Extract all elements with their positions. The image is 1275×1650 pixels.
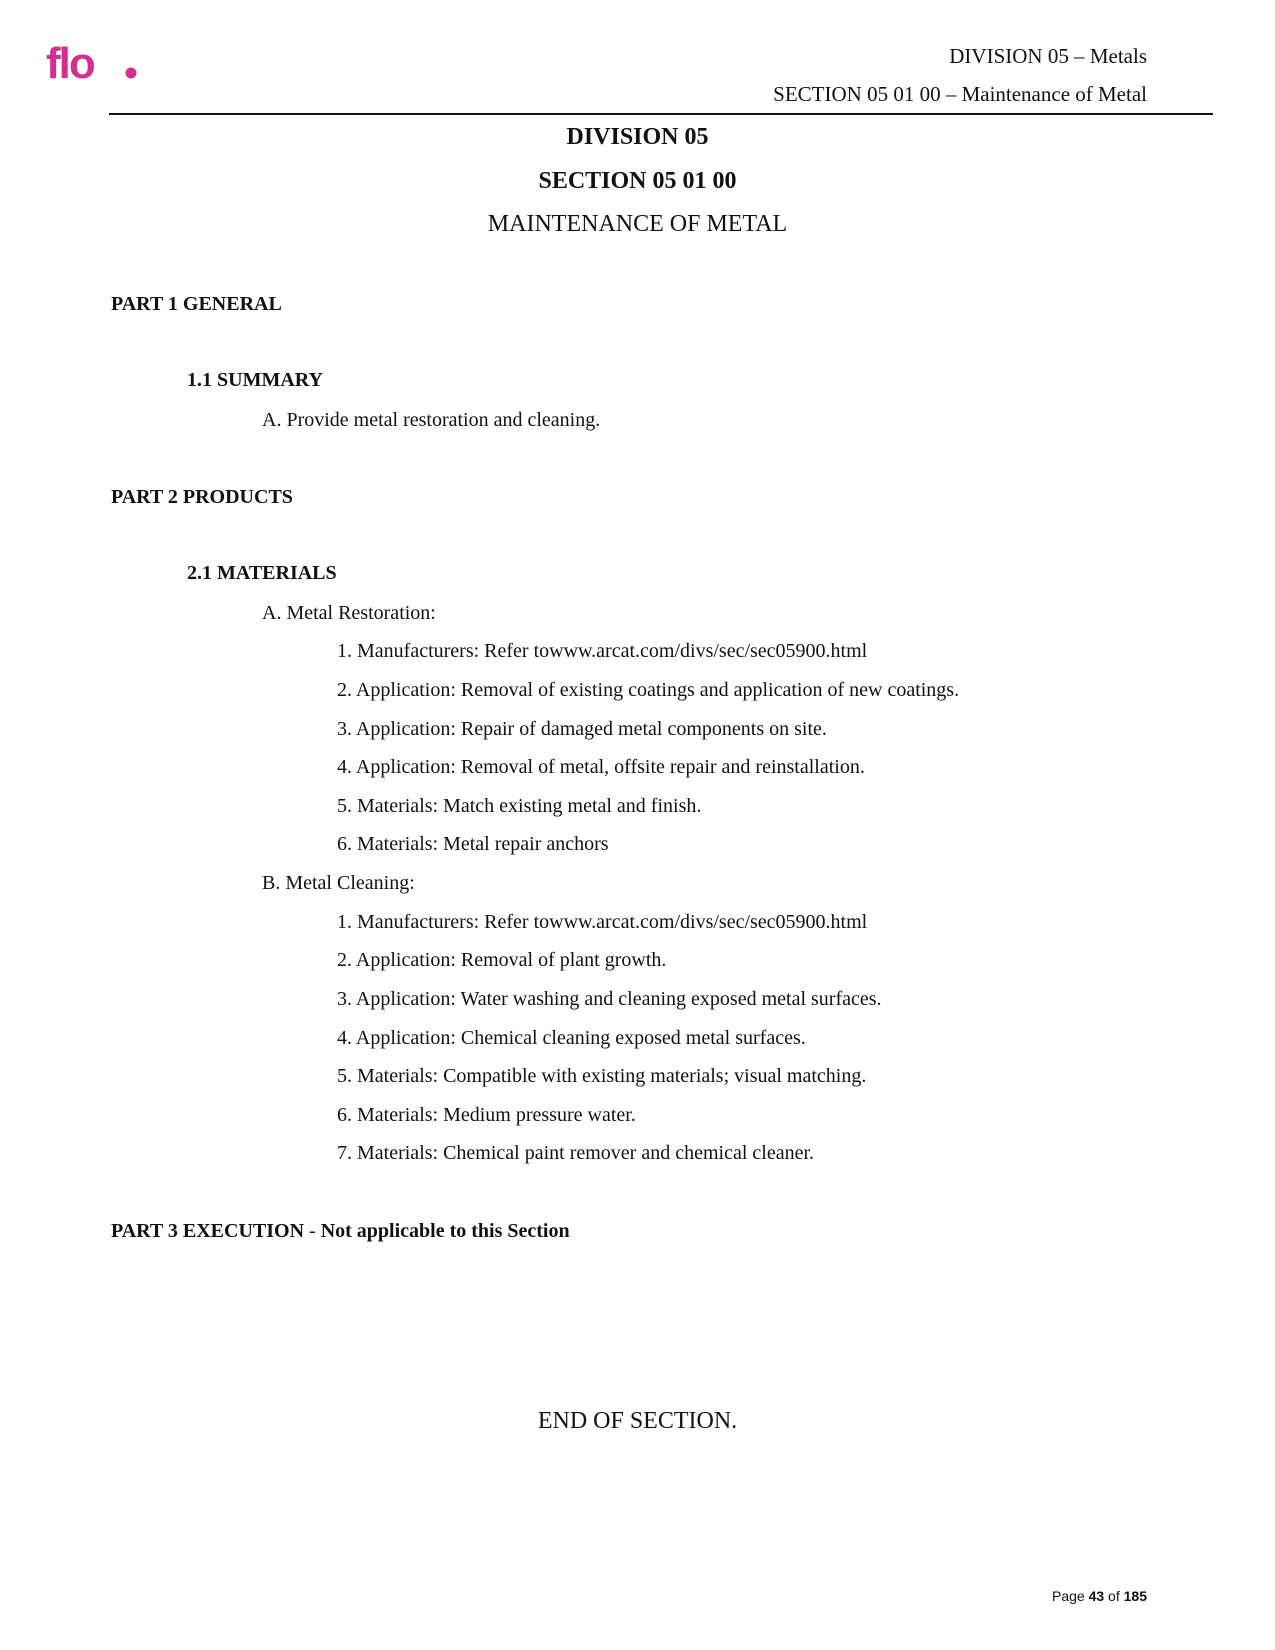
page-label: Page xyxy=(1052,1588,1089,1604)
title-division: DIVISION 05 xyxy=(566,124,709,150)
list-item: 5. Materials: Match existing metal and finish. xyxy=(337,795,702,817)
page-total: 185 xyxy=(1123,1588,1147,1604)
list-item: 2. Application: Removal of plant growth. xyxy=(337,949,667,971)
part1-heading: PART 1 GENERAL xyxy=(111,293,282,315)
list-item: 6. Materials: Medium pressure water. xyxy=(337,1104,636,1126)
restoration-heading: A. Metal Restoration: xyxy=(262,602,436,624)
page-number xyxy=(1052,1588,1147,1604)
flo-logo xyxy=(46,42,146,88)
part3-heading xyxy=(111,1220,570,1243)
list-item: 1. Manufacturers: Refer towww.arcat.com/divs/sec/sec05900.html xyxy=(337,911,868,933)
article-1-1: 1.1 SUMMARY xyxy=(187,369,323,391)
header-rule xyxy=(109,113,1213,115)
page-current: 43 xyxy=(1088,1588,1105,1604)
article-2-1: 2.1 MATERIALS xyxy=(187,562,337,584)
title-name: MAINTENANCE OF METAL xyxy=(487,211,788,237)
list-item: 7. Materials: Chemical paint remover and chemical cleaner. xyxy=(337,1142,815,1164)
list-item: 2. Application: Removal of existing coatings and application of new coatings. xyxy=(337,679,960,701)
list-item: 4. Application: Chemical cleaning exposed metal surfaces. xyxy=(337,1027,806,1049)
page-of-label: of xyxy=(1104,1588,1124,1604)
title-section: SECTION 05 01 00 xyxy=(538,168,737,194)
part3-title: PART 3 EXECUTION xyxy=(111,1220,305,1242)
svg-text:flo: flo xyxy=(46,42,94,88)
cleaning-heading: B. Metal Cleaning: xyxy=(262,872,415,894)
list-item: 3. Application: Repair of damaged metal components on site. xyxy=(337,718,827,740)
part2-heading: PART 2 PRODUCTS xyxy=(111,486,293,508)
list-item: 6. Materials: Metal repair anchors xyxy=(337,833,609,855)
part3-note: Not applicable to this Section xyxy=(320,1220,570,1242)
header-division: DIVISION 05 – Metals xyxy=(949,44,1147,68)
list-item: 4. Application: Removal of metal, offsite repair and reinstallation. xyxy=(337,756,865,778)
end-of-section: END OF SECTION. xyxy=(537,1408,738,1434)
part3-separator: - xyxy=(304,1220,321,1242)
summary-para-a: A. Provide metal restoration and cleaning. xyxy=(262,409,601,431)
header-section: SECTION 05 01 00 – Maintenance of Metal xyxy=(773,82,1147,106)
list-item: 3. Application: Water washing and cleaning exposed metal surfaces. xyxy=(337,988,882,1010)
list-item: 5. Materials: Compatible with existing materials; visual matching. xyxy=(337,1065,867,1087)
list-item: 1. Manufacturers: Refer towww.arcat.com/divs/sec/sec05900.html xyxy=(337,640,868,662)
